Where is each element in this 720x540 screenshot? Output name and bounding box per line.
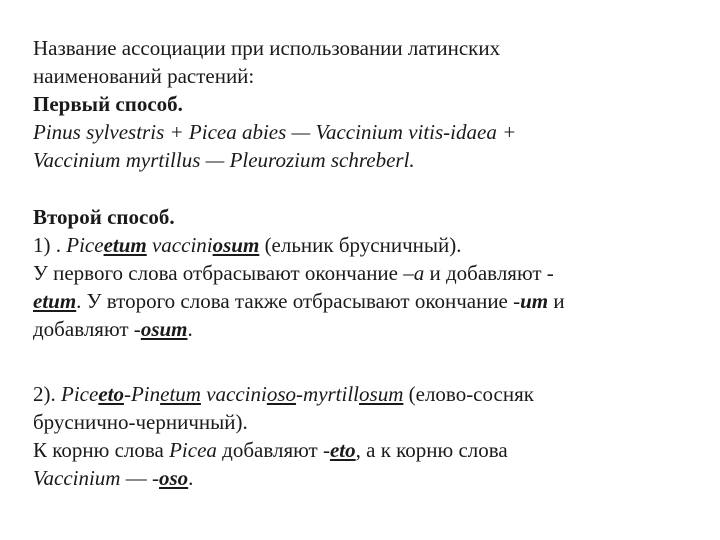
example1-suffix-etum: etum bbox=[33, 289, 77, 313]
intro-line-2: наименований растений: bbox=[33, 64, 255, 88]
example1-genus-root: Pice bbox=[66, 233, 104, 257]
example2-word-vaccinium: Vaccinium bbox=[33, 466, 121, 490]
example1-ending-a: a bbox=[413, 261, 425, 285]
example1-desc-text: и добавляют - bbox=[424, 261, 554, 285]
example2-part-2: -Pin bbox=[123, 382, 161, 406]
intro-line-1: Название ассоциации при использовании латинских bbox=[33, 36, 501, 60]
example2-word-picea: Picea bbox=[169, 438, 217, 462]
example1-species-suffix: osum bbox=[212, 233, 260, 257]
example1-genus-suffix: etum bbox=[103, 233, 147, 257]
example2-suffix-oso: oso bbox=[158, 466, 189, 490]
example2-desc-text: . bbox=[188, 466, 194, 490]
example2-part-3: vaccini bbox=[200, 382, 267, 406]
method1-formula-line-2: Vaccinium myrtillus — Pleurozium schreberl. bbox=[33, 148, 415, 172]
example2-block bbox=[33, 380, 703, 492]
method2-heading: Второй способ. bbox=[33, 205, 175, 229]
example2-russian-name-cont: бруснично-черничный). bbox=[33, 410, 248, 434]
example1-suffix-osum: osum bbox=[140, 317, 188, 341]
method2-block bbox=[33, 203, 703, 343]
example1-desc-text: . У второго слова также отбрасывают окончание - bbox=[76, 289, 521, 313]
example2-desc-text: — - bbox=[120, 466, 159, 490]
example1-desc-text: . bbox=[187, 317, 193, 341]
example1-number: 1) . bbox=[33, 233, 67, 257]
method1-formula-line-1: Pinus sylvestris + Picea abies — Vaccinium vitis-idaea + bbox=[33, 120, 517, 144]
example2-title bbox=[33, 380, 703, 408]
example2-suffix-3: oso bbox=[266, 382, 297, 406]
example2-desc-text: , а к корню слова bbox=[355, 438, 508, 462]
example2-desc-text: добавляют - bbox=[216, 438, 330, 462]
example1-ending-um: um bbox=[520, 289, 549, 313]
method1-heading: Первый способ. bbox=[33, 92, 183, 116]
example2-suffix-2: etum bbox=[160, 382, 201, 406]
example2-suffix-1: eto bbox=[98, 382, 124, 406]
example2-russian-name: (елово-сосняк bbox=[403, 382, 534, 406]
example2-part-4: -myrtill bbox=[296, 382, 360, 406]
example1-desc-line-1 bbox=[33, 259, 703, 287]
example1-desc-text: добавляют - bbox=[33, 317, 141, 341]
example2-number: 2). bbox=[33, 382, 61, 406]
example1-desc-text: и bbox=[548, 289, 565, 313]
example1-title bbox=[33, 231, 703, 259]
example2-desc-line-2 bbox=[33, 464, 703, 492]
example1-desc-line-2 bbox=[33, 287, 703, 315]
intro-block bbox=[33, 34, 703, 174]
example1-russian-name: (ельник брусничный). bbox=[259, 233, 462, 257]
example1-species-root: vaccini bbox=[146, 233, 213, 257]
example2-desc-line-1 bbox=[33, 436, 703, 464]
example1-desc-text: У первого слова отбрасывают окончание – bbox=[33, 261, 414, 285]
example2-suffix-eto: eto bbox=[329, 438, 356, 462]
example2-part-1: Pice bbox=[61, 382, 99, 406]
example2-desc-text: К корню слова bbox=[33, 438, 170, 462]
example2-suffix-4: osum bbox=[359, 382, 404, 406]
example1-desc-line-3 bbox=[33, 315, 703, 343]
